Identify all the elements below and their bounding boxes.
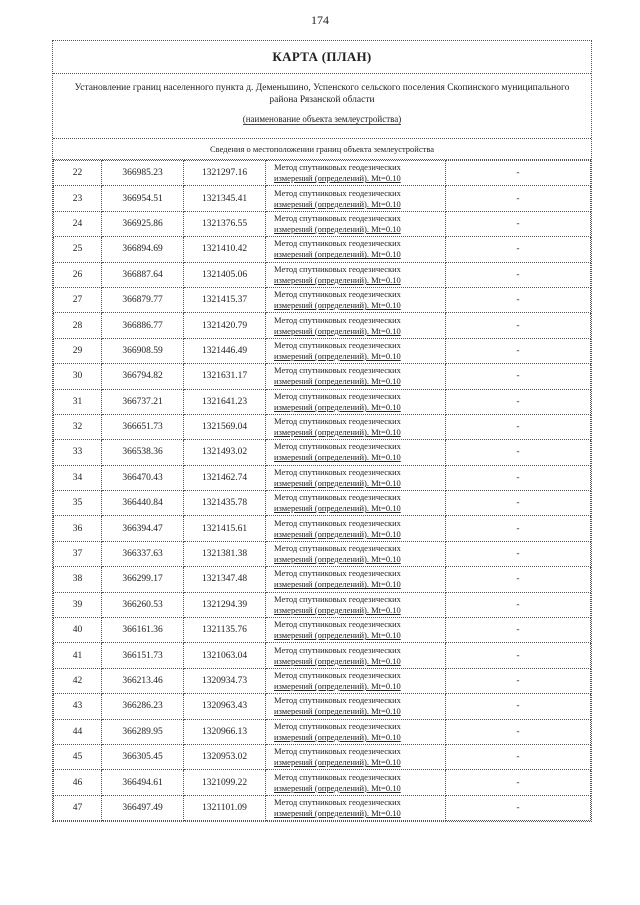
coordinates-table bbox=[53, 160, 591, 821]
method-line-2: измерений (определений). Mt=0.10 bbox=[274, 350, 401, 361]
method-cell bbox=[266, 313, 446, 338]
method-line-2: измерений (определений). Mt=0.10 bbox=[274, 579, 401, 590]
method-cell bbox=[266, 770, 446, 795]
method-cell bbox=[266, 567, 446, 592]
point-number-cell: 36 bbox=[54, 516, 102, 541]
table-row bbox=[54, 491, 591, 516]
table-row bbox=[54, 211, 591, 236]
description-cell: - bbox=[446, 618, 591, 643]
table-row bbox=[54, 643, 591, 668]
coordinate-y-cell: 1321294.39 bbox=[184, 592, 266, 617]
method-line-2: измерений (определений). Mt=0.10 bbox=[274, 401, 401, 412]
method-cell bbox=[266, 516, 446, 541]
method-line-1: Метод спутниковых геодезических bbox=[274, 187, 401, 198]
point-number-cell: 28 bbox=[54, 313, 102, 338]
description-cell: - bbox=[446, 287, 591, 312]
method-line-2: измерений (определений). Mt=0.10 bbox=[274, 630, 401, 641]
table-row bbox=[54, 161, 591, 186]
coordinate-x-cell: 366651.73 bbox=[102, 414, 184, 439]
point-number-cell: 23 bbox=[54, 186, 102, 211]
method-line-2: измерений (определений). Mt=0.10 bbox=[274, 300, 401, 311]
method-line-2: измерений (определений). Mt=0.10 bbox=[274, 274, 401, 285]
coordinate-x-cell: 366289.95 bbox=[102, 719, 184, 744]
method-line-2: измерений (определений). Mt=0.10 bbox=[274, 249, 401, 260]
method-cell bbox=[266, 262, 446, 287]
method-line-1: Метод спутниковых геодезических bbox=[274, 466, 401, 477]
method-line-1: Метод спутниковых геодезических bbox=[274, 314, 401, 325]
table-row bbox=[54, 719, 591, 744]
table-row bbox=[54, 541, 591, 566]
method-line-2: измерений (определений). Mt=0.10 bbox=[274, 477, 401, 488]
description-cell: - bbox=[446, 719, 591, 744]
method-cell bbox=[266, 414, 446, 439]
coordinate-x-cell: 366151.73 bbox=[102, 643, 184, 668]
method-cell bbox=[266, 186, 446, 211]
method-line-1: Метод спутниковых геодезических bbox=[274, 441, 401, 452]
table-row bbox=[54, 516, 591, 541]
description-cell: - bbox=[446, 465, 591, 490]
description-cell: - bbox=[446, 541, 591, 566]
description-cell: - bbox=[446, 795, 591, 820]
method-cell bbox=[266, 668, 446, 693]
method-line-1: Метод спутниковых геодезических bbox=[274, 517, 401, 528]
point-number-cell: 22 bbox=[54, 161, 102, 186]
coordinate-x-cell: 366908.59 bbox=[102, 338, 184, 363]
point-number-cell: 35 bbox=[54, 491, 102, 516]
coordinate-y-cell: 1321493.02 bbox=[184, 440, 266, 465]
point-number-cell: 46 bbox=[54, 770, 102, 795]
description-cell: - bbox=[446, 440, 591, 465]
coordinate-x-cell: 366887.64 bbox=[102, 262, 184, 287]
method-cell bbox=[266, 440, 446, 465]
coordinate-x-cell: 366737.21 bbox=[102, 389, 184, 414]
description-cell: - bbox=[446, 643, 591, 668]
method-line-2: измерений (определений). Mt=0.10 bbox=[274, 325, 401, 336]
method-cell bbox=[266, 643, 446, 668]
coordinate-y-cell: 1321420.79 bbox=[184, 313, 266, 338]
method-line-1: Метод спутниковых геодезических bbox=[274, 212, 401, 223]
table-row bbox=[54, 440, 591, 465]
description-cell: - bbox=[446, 491, 591, 516]
method-line-2: измерений (определений). Mt=0.10 bbox=[274, 173, 401, 184]
method-cell bbox=[266, 338, 446, 363]
method-line-1: Метод спутниковых геодезических bbox=[274, 543, 401, 554]
coordinate-x-cell: 366470.43 bbox=[102, 465, 184, 490]
method-cell bbox=[266, 719, 446, 744]
table-row bbox=[54, 744, 591, 769]
method-cell bbox=[266, 744, 446, 769]
coordinate-y-cell: 1321435.78 bbox=[184, 491, 266, 516]
method-cell bbox=[266, 618, 446, 643]
coordinate-x-cell: 366894.69 bbox=[102, 237, 184, 262]
method-line-1: Метод спутниковых геодезических bbox=[274, 771, 401, 782]
coordinate-y-cell: 1321415.61 bbox=[184, 516, 266, 541]
method-line-1: Метод спутниковых геодезических bbox=[274, 568, 401, 579]
table-row bbox=[54, 338, 591, 363]
table-row bbox=[54, 795, 591, 820]
document-frame bbox=[52, 40, 592, 822]
method-line-2: измерений (определений). Mt=0.10 bbox=[274, 681, 401, 691]
table-row bbox=[54, 237, 591, 262]
method-line-1: Метод спутниковых геодезических bbox=[274, 746, 401, 757]
method-cell bbox=[266, 541, 446, 566]
method-line-2: измерений (определений). Mt=0.10 bbox=[274, 554, 401, 565]
description-cell: - bbox=[446, 389, 591, 414]
description-cell: - bbox=[446, 744, 591, 769]
description-cell: - bbox=[446, 313, 591, 338]
coordinate-x-cell: 366299.17 bbox=[102, 567, 184, 592]
point-number-cell: 34 bbox=[54, 465, 102, 490]
coordinate-x-cell: 366260.53 bbox=[102, 592, 184, 617]
section-title: Сведения о местоположении границ объекта землеустройства bbox=[53, 138, 591, 159]
coordinate-x-cell: 366494.61 bbox=[102, 770, 184, 795]
method-line-2: измерений (определений). Mt=0.10 bbox=[274, 223, 401, 234]
method-cell bbox=[266, 592, 446, 617]
coordinate-x-cell: 366286.23 bbox=[102, 694, 184, 719]
page-number: 174 bbox=[311, 13, 329, 27]
method-line-1: Метод спутниковых геодезических bbox=[274, 289, 401, 300]
table-row bbox=[54, 567, 591, 592]
method-line-1: Метод спутниковых геодезических bbox=[274, 619, 401, 630]
description-cell: - bbox=[446, 592, 591, 617]
coordinate-y-cell: 1321462.74 bbox=[184, 465, 266, 490]
point-number-cell: 47 bbox=[54, 795, 102, 820]
description-cell: - bbox=[446, 338, 591, 363]
point-number-cell: 31 bbox=[54, 389, 102, 414]
point-number-cell: 38 bbox=[54, 567, 102, 592]
description-cell: - bbox=[446, 770, 591, 795]
point-number-cell: 42 bbox=[54, 668, 102, 693]
coordinate-x-cell: 366213.46 bbox=[102, 668, 184, 693]
description-cell: - bbox=[446, 161, 591, 186]
coordinate-y-cell: 1321099.22 bbox=[184, 770, 266, 795]
description-cell: - bbox=[446, 211, 591, 236]
coordinate-y-cell: 1321381.38 bbox=[184, 541, 266, 566]
coordinate-y-cell: 1321063.04 bbox=[184, 643, 266, 668]
method-line-1: Метод спутниковых геодезических bbox=[274, 644, 401, 655]
method-line-2: измерений (определений). Mt=0.10 bbox=[274, 376, 401, 387]
table-row bbox=[54, 694, 591, 719]
description-cell: - bbox=[446, 414, 591, 439]
coordinate-y-cell: 1321345.41 bbox=[184, 186, 266, 211]
object-caption bbox=[53, 108, 591, 128]
table-row bbox=[54, 414, 591, 439]
method-line-2: измерений (определений). Mt=0.10 bbox=[274, 604, 401, 615]
method-line-1: Метод спутниковых геодезических bbox=[274, 796, 401, 807]
method-cell bbox=[266, 491, 446, 516]
description-cell: - bbox=[446, 567, 591, 592]
method-line-2: измерений (определений). Mt=0.10 bbox=[274, 655, 401, 666]
coordinate-y-cell: 1321631.17 bbox=[184, 364, 266, 389]
method-cell bbox=[266, 795, 446, 820]
coordinate-y-cell: 1321135.76 bbox=[184, 618, 266, 643]
coordinate-y-cell: 1320934.73 bbox=[184, 668, 266, 693]
method-cell bbox=[266, 694, 446, 719]
coordinate-x-cell: 366879.77 bbox=[102, 287, 184, 312]
method-line-1: Метод спутниковых геодезических bbox=[274, 670, 401, 680]
table-row bbox=[54, 287, 591, 312]
description-cell: - bbox=[446, 364, 591, 389]
coordinate-y-cell: 1321446.49 bbox=[184, 338, 266, 363]
coordinate-y-cell: 1321347.48 bbox=[184, 567, 266, 592]
coordinate-y-cell: 1321405.06 bbox=[184, 262, 266, 287]
table-row bbox=[54, 389, 591, 414]
point-number-cell: 30 bbox=[54, 364, 102, 389]
coordinate-x-cell: 366305.45 bbox=[102, 744, 184, 769]
table-row bbox=[54, 592, 591, 617]
description-cell: - bbox=[446, 237, 591, 262]
point-number-cell: 40 bbox=[54, 618, 102, 643]
coordinate-y-cell: 1320966.13 bbox=[184, 719, 266, 744]
method-line-1: Метод спутниковых геодезических bbox=[274, 492, 401, 503]
point-number-cell: 37 bbox=[54, 541, 102, 566]
description-cell: - bbox=[446, 516, 591, 541]
method-line-2: измерений (определений). Mt=0.10 bbox=[274, 528, 401, 539]
point-number-cell: 24 bbox=[54, 211, 102, 236]
coordinate-x-cell: 366925.86 bbox=[102, 211, 184, 236]
header-gap bbox=[53, 128, 591, 138]
description-cell: - bbox=[446, 262, 591, 287]
method-line-1: Метод спутниковых геодезических bbox=[274, 593, 401, 604]
method-line-2: измерений (определений). Mt=0.10 bbox=[274, 503, 401, 514]
document-header bbox=[53, 41, 591, 160]
coordinate-x-cell: 366985.23 bbox=[102, 161, 184, 186]
coordinate-y-cell: 1321410.42 bbox=[184, 237, 266, 262]
object-caption-text: (наименование объекта землеустройства) bbox=[242, 114, 402, 124]
point-number-cell: 33 bbox=[54, 440, 102, 465]
point-number-cell: 44 bbox=[54, 719, 102, 744]
method-line-2: измерений (определений). Mt=0.10 bbox=[274, 782, 401, 793]
method-line-1: Метод спутниковых геодезических bbox=[274, 416, 401, 427]
coordinate-y-cell: 1321415.37 bbox=[184, 287, 266, 312]
method-line-2: измерений (определений). Mt=0.10 bbox=[274, 427, 401, 438]
method-line-2: измерений (определений). Mt=0.10 bbox=[274, 807, 401, 818]
document-title: КАРТА (ПЛАН) bbox=[272, 49, 372, 64]
coordinate-x-cell: 366954.51 bbox=[102, 186, 184, 211]
method-line-1: Метод спутниковых геодезических bbox=[274, 390, 401, 401]
method-line-1: Метод спутниковых геодезических bbox=[274, 695, 401, 706]
method-line-2: измерений (определений). Mt=0.10 bbox=[274, 198, 401, 209]
method-line-1: Метод спутниковых геодезических bbox=[274, 263, 401, 274]
method-cell bbox=[266, 211, 446, 236]
coordinate-x-cell: 366794.82 bbox=[102, 364, 184, 389]
coordinate-x-cell: 366440.84 bbox=[102, 491, 184, 516]
table-row bbox=[54, 465, 591, 490]
table-row bbox=[54, 618, 591, 643]
coordinate-x-cell: 366394.47 bbox=[102, 516, 184, 541]
method-line-1: Метод спутниковых геодезических bbox=[274, 720, 401, 731]
method-line-1: Метод спутниковых геодезических bbox=[274, 339, 401, 350]
point-number-cell: 32 bbox=[54, 414, 102, 439]
coordinate-y-cell: 1321376.55 bbox=[184, 211, 266, 236]
method-cell bbox=[266, 287, 446, 312]
point-number-cell: 43 bbox=[54, 694, 102, 719]
description-cell: - bbox=[446, 668, 591, 693]
description-cell: - bbox=[446, 186, 591, 211]
coordinate-y-cell: 1320953.02 bbox=[184, 744, 266, 769]
coordinates-table-body bbox=[54, 161, 591, 821]
method-cell bbox=[266, 465, 446, 490]
method-line-1: Метод спутниковых геодезических bbox=[274, 238, 401, 249]
coordinate-x-cell: 366337.63 bbox=[102, 541, 184, 566]
object-description: Установление границ населенного пункта д. Деменьшино, Успенского сельского поселения Скопинского муниципального района Рязанской области bbox=[74, 83, 570, 105]
coordinate-x-cell: 366161.36 bbox=[102, 618, 184, 643]
method-line-2: измерений (определений). Mt=0.10 bbox=[274, 731, 401, 742]
table-row bbox=[54, 313, 591, 338]
coordinate-x-cell: 366497.49 bbox=[102, 795, 184, 820]
point-number-cell: 29 bbox=[54, 338, 102, 363]
point-number-cell: 25 bbox=[54, 237, 102, 262]
coordinate-y-cell: 1321641.23 bbox=[184, 389, 266, 414]
method-cell bbox=[266, 389, 446, 414]
table-row bbox=[54, 364, 591, 389]
method-cell bbox=[266, 364, 446, 389]
method-line-2: измерений (определений). Mt=0.10 bbox=[274, 757, 401, 768]
coordinate-y-cell: 1321297.16 bbox=[184, 161, 266, 186]
point-number-cell: 41 bbox=[54, 643, 102, 668]
coordinate-y-cell: 1320963.43 bbox=[184, 694, 266, 719]
table-row bbox=[54, 186, 591, 211]
point-number-cell: 45 bbox=[54, 744, 102, 769]
coordinate-x-cell: 366538.36 bbox=[102, 440, 184, 465]
table-row bbox=[54, 668, 591, 693]
point-number-cell: 27 bbox=[54, 287, 102, 312]
method-line-2: измерений (определений). Mt=0.10 bbox=[274, 452, 401, 463]
method-cell bbox=[266, 161, 446, 186]
coordinate-x-cell: 366886.77 bbox=[102, 313, 184, 338]
method-line-1: Метод спутниковых геодезических bbox=[274, 162, 401, 173]
table-row bbox=[54, 262, 591, 287]
method-line-1: Метод спутниковых геодезических bbox=[274, 365, 401, 376]
method-cell bbox=[266, 237, 446, 262]
point-number-cell: 26 bbox=[54, 262, 102, 287]
coordinate-y-cell: 1321101.09 bbox=[184, 795, 266, 820]
table-row bbox=[54, 770, 591, 795]
description-cell: - bbox=[446, 694, 591, 719]
point-number-cell: 39 bbox=[54, 592, 102, 617]
method-line-2: измерений (определений). Mt=0.10 bbox=[274, 706, 401, 717]
coordinate-y-cell: 1321569.04 bbox=[184, 414, 266, 439]
